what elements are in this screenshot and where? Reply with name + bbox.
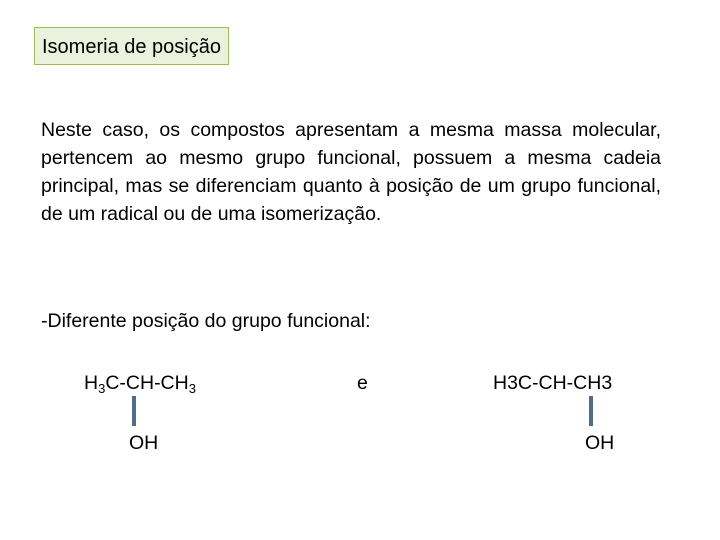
slide-title-text: Isomeria de posição [42, 36, 221, 58]
slide-title [34, 27, 229, 65]
formula-left-sub-2: 3 [188, 381, 196, 396]
formula-right: H3C-CH-CH3 [493, 372, 613, 394]
formula-left-h: H [84, 372, 99, 394]
substituent-left: OH [129, 432, 159, 454]
subheading: -Diferente posição do grupo funcional: [41, 310, 371, 332]
formula-left-middle: C-CH-CH [105, 372, 189, 394]
formula-left-sub-1: 3 [98, 381, 106, 396]
body-paragraph: Neste caso, os compostos apresentam a mesma massa molecular, pertencem ao mesmo grupo funcional, possuem a mesma cadeia principal, mas se diferenciam quanto à posição de um grupo funcional, de um radical ou de uma isomerização. [41, 119, 661, 225]
conjunction: e [357, 372, 368, 394]
bond-line-left [132, 396, 136, 426]
substituent-right: OH [585, 432, 615, 454]
formula-left [84, 370, 196, 396]
bond-line-right [589, 396, 593, 426]
